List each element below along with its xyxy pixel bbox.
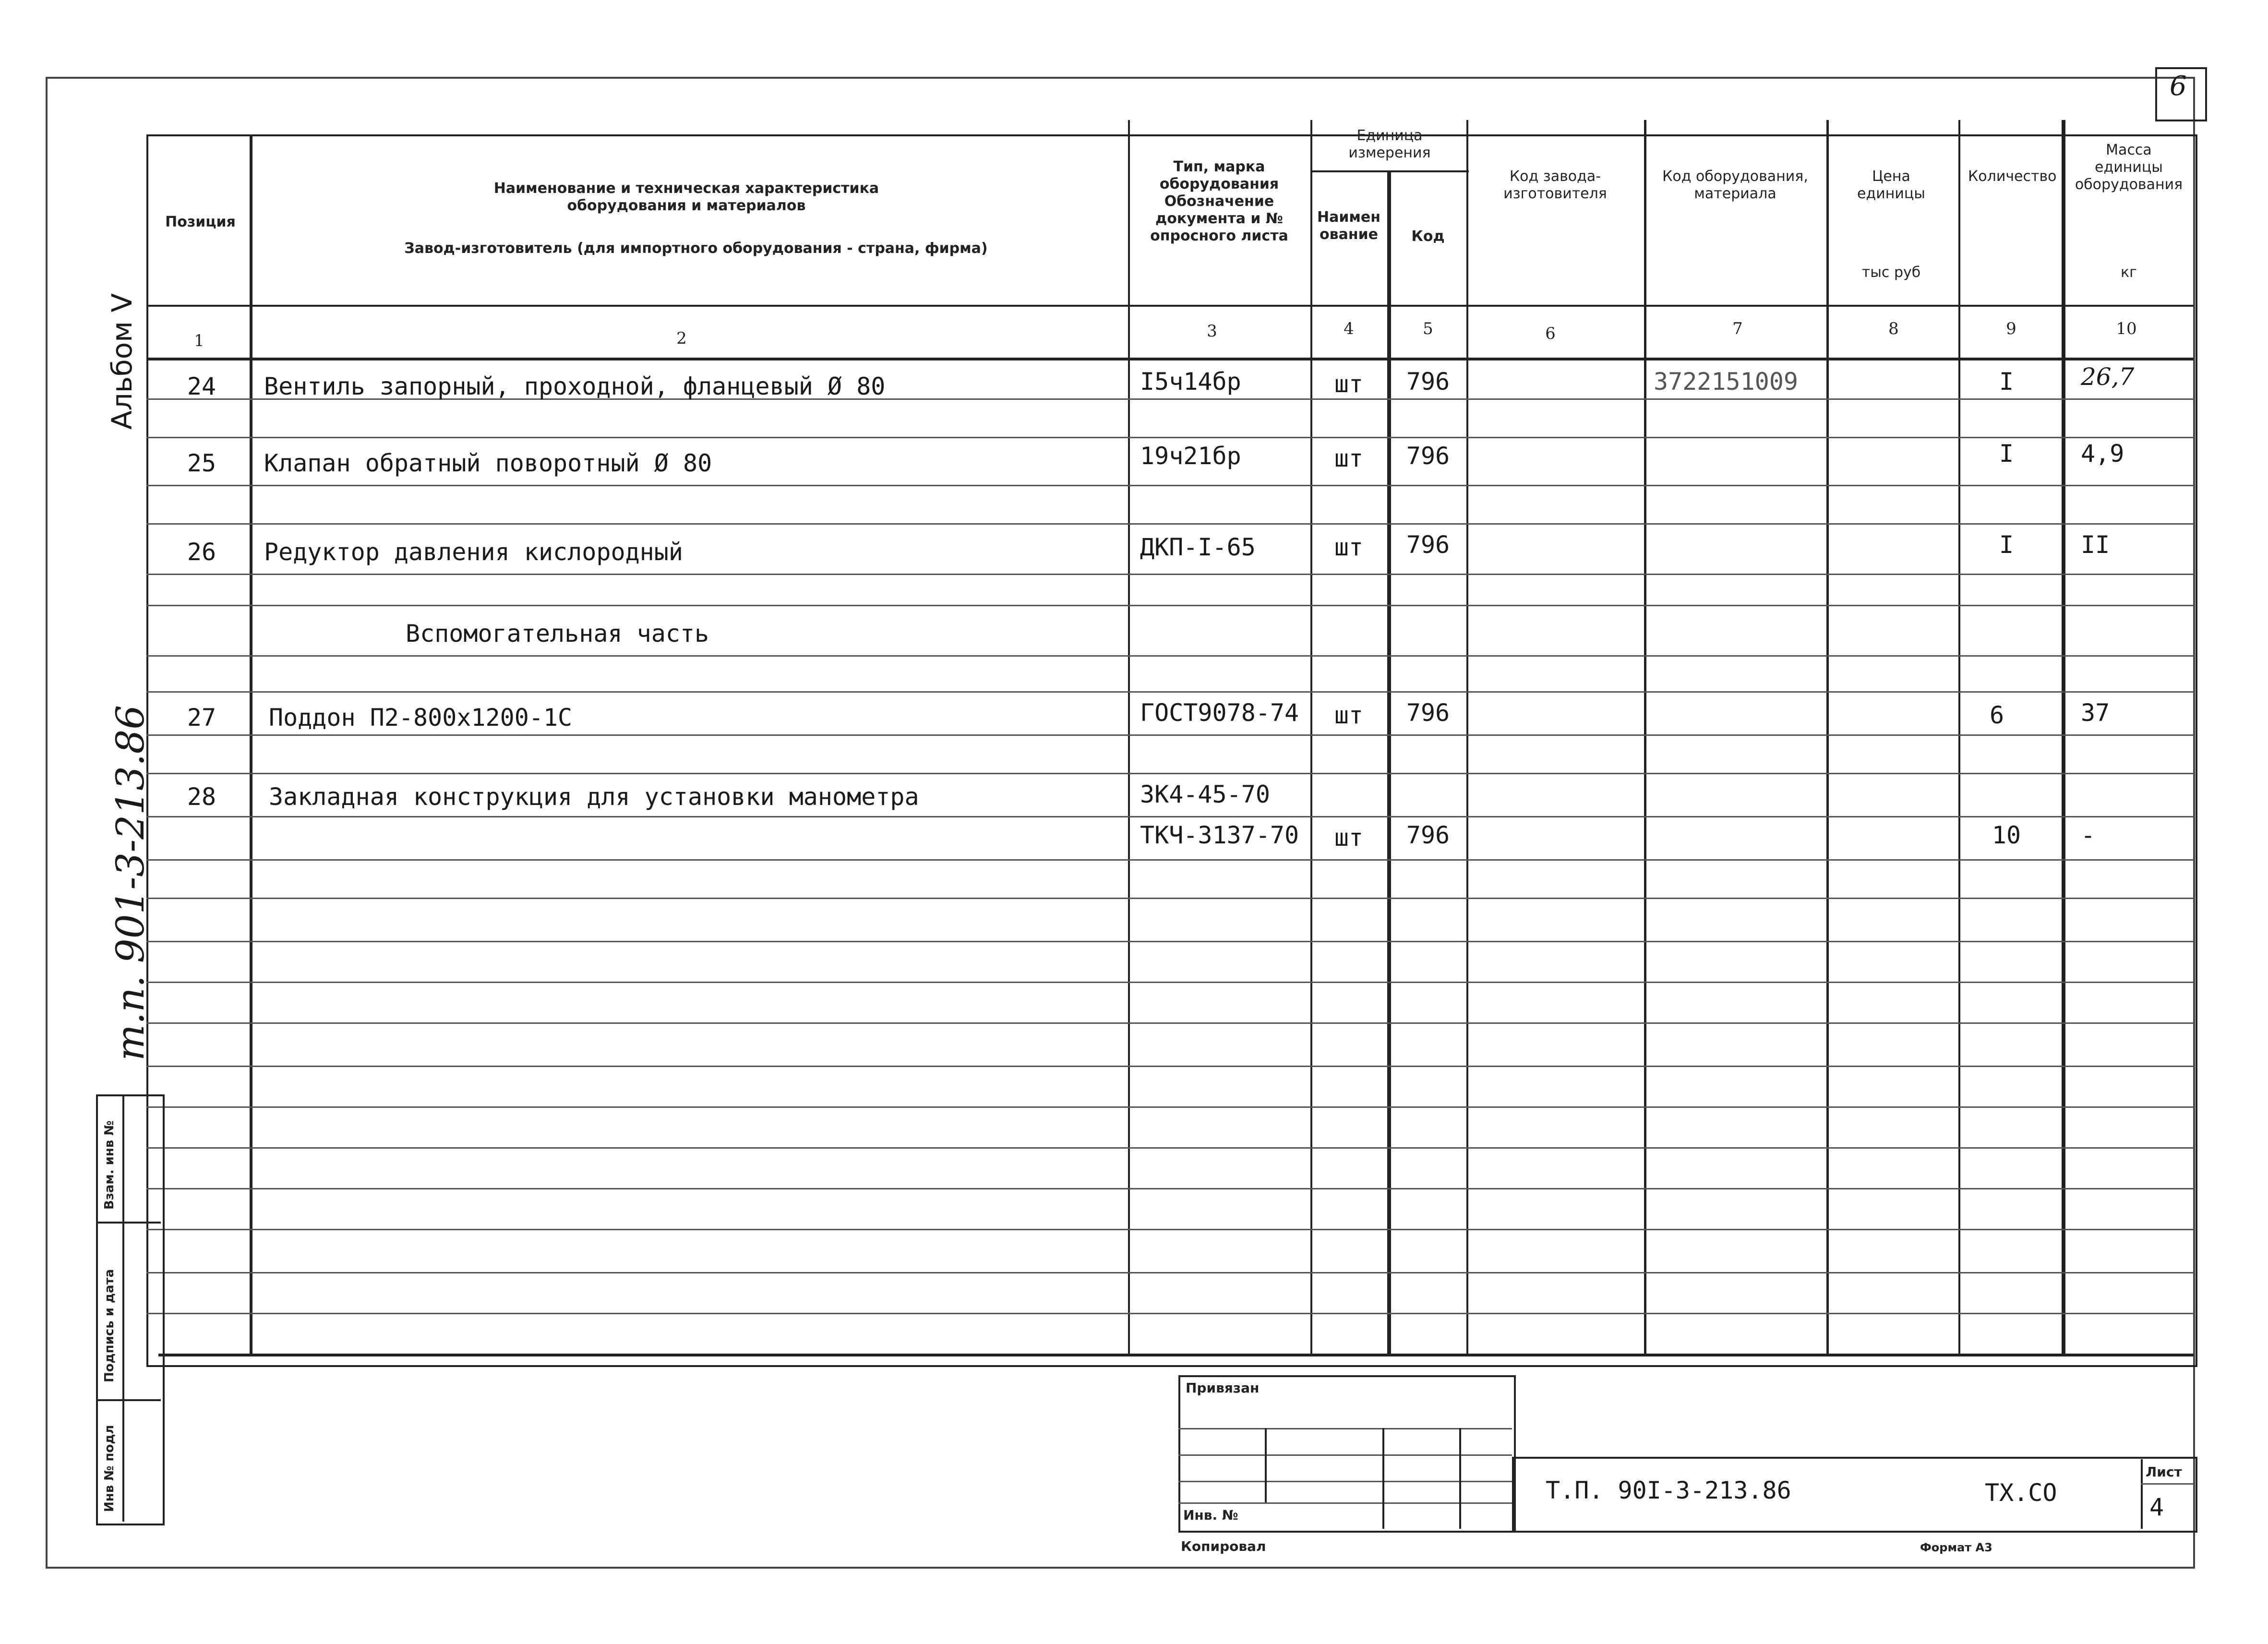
- section-header: Вспомогательная часть: [406, 620, 709, 648]
- col-number: 5: [1423, 319, 1433, 338]
- sheet-line: [2141, 1483, 2194, 1485]
- stamp-signature-date: Подпись и дата: [102, 1269, 117, 1382]
- row-position: 25: [187, 449, 216, 477]
- privyazan-label: Привязан: [1186, 1380, 1260, 1396]
- side-stamp-divider: [122, 1094, 124, 1522]
- col-number: 3: [1207, 322, 1217, 341]
- row-unit-code: 796: [1406, 531, 1450, 559]
- row-name: Закладная конструкция для установки манометра: [269, 783, 919, 811]
- row-mass: 4,9: [2081, 440, 2124, 468]
- privyazan-divider: [1265, 1428, 1267, 1502]
- sheet-label: Лист: [2146, 1464, 2182, 1480]
- row-line: [146, 898, 2194, 899]
- header-quantity: Количество: [1968, 168, 2057, 185]
- row-position: 28: [187, 783, 216, 811]
- col-line-1: [250, 134, 252, 1356]
- row-unit: шт: [1334, 533, 1364, 561]
- header-unit-name: Наименование: [1317, 209, 1380, 243]
- privyazan-line: [1178, 1502, 1512, 1504]
- row-type: I5ч14бр: [1140, 368, 1241, 396]
- row-line: [146, 734, 2194, 736]
- sheet-divider: [2141, 1459, 2143, 1529]
- row-line: [146, 1229, 2194, 1230]
- row-line: [146, 605, 2194, 606]
- col-number: 8: [1888, 319, 1899, 338]
- row-line: [146, 691, 2194, 693]
- header-price-unit: тыс руб: [1861, 264, 1921, 281]
- row-name: Вентиль запорный, проходной, фланцевый Ø 80: [264, 372, 886, 400]
- row-position: 27: [187, 704, 216, 732]
- row-name: Редуктор давления кислородный: [264, 538, 683, 566]
- inv-label: Инв. №: [1183, 1507, 1238, 1523]
- row-unit: шт: [1334, 444, 1364, 472]
- header-price: Цена единицы: [1857, 168, 1925, 202]
- header-position: Позиция: [165, 214, 236, 230]
- col-line-9: [2062, 120, 2065, 1356]
- stamp-replace-inv: Взам. инв №: [102, 1120, 117, 1210]
- row-line: [146, 941, 2194, 942]
- row-unit-code: 796: [1406, 368, 1450, 396]
- privyazan-line: [1178, 1454, 1512, 1456]
- row-type: 19ч21бр: [1140, 442, 1241, 470]
- row-line: [146, 1147, 2194, 1149]
- row-mass: -: [2081, 821, 2096, 849]
- row-line: [146, 655, 2194, 657]
- col-line-7: [1826, 120, 1829, 1356]
- row-line: [146, 1066, 2194, 1067]
- col-number: 10: [2116, 319, 2137, 338]
- header-unit-code: Код: [1411, 228, 1445, 245]
- col-number: 9: [2006, 319, 2016, 338]
- row-line: [146, 523, 2194, 525]
- copied-label: Копировал: [1181, 1538, 1266, 1554]
- row-line: [146, 859, 2194, 861]
- header-mass-unit: кг: [2121, 264, 2137, 281]
- row-name: Поддон П2-800х1200-1С: [269, 704, 573, 732]
- header-name-subtitle: Завод-изготовитель (для импортного оборудования - страна, фирма): [404, 240, 988, 257]
- doc-code-text: Т.П. 90I-3-213.86: [1546, 1476, 1791, 1504]
- row-line: [146, 1313, 2194, 1314]
- col-line-3: [1310, 120, 1312, 1356]
- row-line: [146, 437, 2194, 438]
- header-factory-code: Код завода-изготовителя: [1503, 168, 1607, 202]
- col-number: 7: [1732, 319, 1743, 338]
- row-position: 24: [187, 372, 216, 400]
- privyazan-divider: [1459, 1428, 1461, 1529]
- row-name: Клапан обратный поворотный Ø 80: [264, 449, 712, 477]
- header-equipment-code: Код оборудования, материала: [1662, 168, 1808, 202]
- row-position: 26: [187, 538, 216, 566]
- row-quantity: 10: [1992, 821, 2021, 849]
- row-unit: шт: [1334, 824, 1364, 852]
- row-quantity: I: [1999, 531, 2014, 559]
- row-equipment-code: 3722151009: [1654, 368, 1799, 396]
- row-unit-code: 796: [1406, 821, 1450, 849]
- row-mass: 37: [2081, 699, 2110, 727]
- album-label: Альбом V: [106, 293, 138, 430]
- row-line: [146, 816, 2194, 817]
- row-mass: 26,7: [2081, 363, 2135, 391]
- row-line: [146, 485, 2194, 486]
- row-type: ГОСТ9078-74: [1140, 699, 1299, 727]
- row-line: [146, 982, 2194, 983]
- col-line-8: [1958, 120, 1960, 1356]
- row-line: [146, 1272, 2194, 1273]
- row-line: [146, 574, 2194, 575]
- col-line-6: [1644, 120, 1646, 1356]
- col-line-5: [1466, 120, 1468, 1356]
- privyazan-line: [1178, 1481, 1512, 1482]
- stamp-inv-original: Инв № подл: [102, 1425, 117, 1512]
- row-unit-code: 796: [1406, 699, 1450, 727]
- row-unit-code: 796: [1406, 442, 1450, 470]
- row-type: ЗК4-45-70: [1140, 780, 1270, 808]
- row-unit: шт: [1334, 370, 1364, 398]
- row-line: [146, 1106, 2194, 1108]
- col-line-4: [1387, 170, 1391, 1356]
- header-bottom-line: [146, 305, 2194, 307]
- col-number: 2: [676, 329, 687, 348]
- privyazan-line: [1178, 1428, 1512, 1429]
- row-unit: шт: [1334, 701, 1364, 729]
- row-type-2: ТКЧ-3137-70: [1140, 821, 1299, 849]
- side-stamp-line: [96, 1222, 161, 1224]
- header-type: Тип, марка оборудования Обозначение документа и № опросного листа: [1150, 158, 1288, 244]
- row-mass: II: [2081, 531, 2110, 559]
- row-type: ДКП-I-65: [1140, 533, 1256, 561]
- col-number: 6: [1545, 324, 1556, 343]
- format-label: Формат А3: [1920, 1541, 1992, 1554]
- side-document-code: т.п. 901-3-213.86: [108, 705, 153, 1061]
- privyazan-divider: [1382, 1428, 1384, 1529]
- header-name-title: Наименование и техническая характеристика оборудования и материалов: [493, 180, 879, 214]
- doc-suffix: ТХ.СО: [1985, 1479, 2057, 1507]
- page-number: 6: [2170, 71, 2187, 102]
- row-quantity: I: [1999, 368, 2014, 396]
- row-line: [146, 1188, 2194, 1189]
- colnum-bottom-line: [146, 358, 2194, 360]
- row-line: [146, 1022, 2194, 1024]
- col-number: 4: [1344, 319, 1354, 338]
- title-block-top-line: [158, 1354, 2194, 1356]
- header-unit-group: Единица измерения: [1348, 127, 1431, 161]
- side-stamp-line: [96, 1399, 161, 1401]
- sheet-number: 4: [2149, 1493, 2164, 1521]
- col-line-2: [1128, 120, 1130, 1356]
- header-mass: Масса единицы оборудования: [2075, 142, 2183, 193]
- row-quantity: 6: [1989, 701, 2004, 729]
- row-line: [146, 773, 2194, 774]
- doc-code: [1546, 1476, 1791, 1505]
- row-quantity: I: [1999, 440, 2014, 468]
- col-number: 1: [194, 331, 204, 350]
